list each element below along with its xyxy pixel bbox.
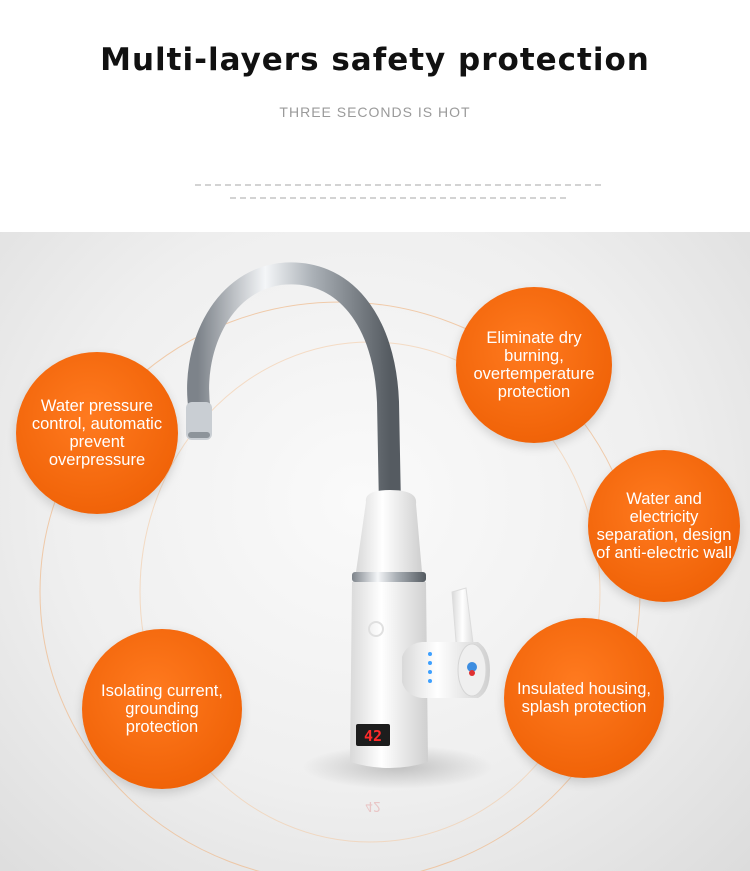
feature-bubble-grounding — [82, 629, 242, 789]
feature-bubble-insulated — [504, 618, 664, 778]
feature-bubble-dry-burning — [456, 287, 612, 443]
header-section — [0, 0, 750, 232]
feature-bubble-anti-electric — [588, 450, 740, 602]
feature-label: Eliminate dry burning, overtemperature protection — [473, 329, 595, 401]
feature-label: Water pressure control, automatic prevent overpressure — [31, 397, 163, 469]
feature-bubble-pressure — [16, 352, 178, 514]
feature-label: Isolating current, grounding protection — [101, 682, 223, 736]
fine-print-line — [195, 184, 605, 186]
product-stage — [0, 232, 750, 871]
temperature-reading: 42 — [363, 727, 383, 745]
feature-label: Water and electricity separation, design of anti-electric wall — [596, 490, 732, 562]
feature-label: Insulated housing, splash protection — [517, 680, 651, 716]
temperature-reflection: 42 — [365, 798, 381, 813]
page-title: Multi-layers safety protection — [100, 42, 650, 78]
page-subtitle: THREE SECONDS IS HOT — [279, 104, 471, 120]
fine-print-line — [230, 197, 570, 199]
